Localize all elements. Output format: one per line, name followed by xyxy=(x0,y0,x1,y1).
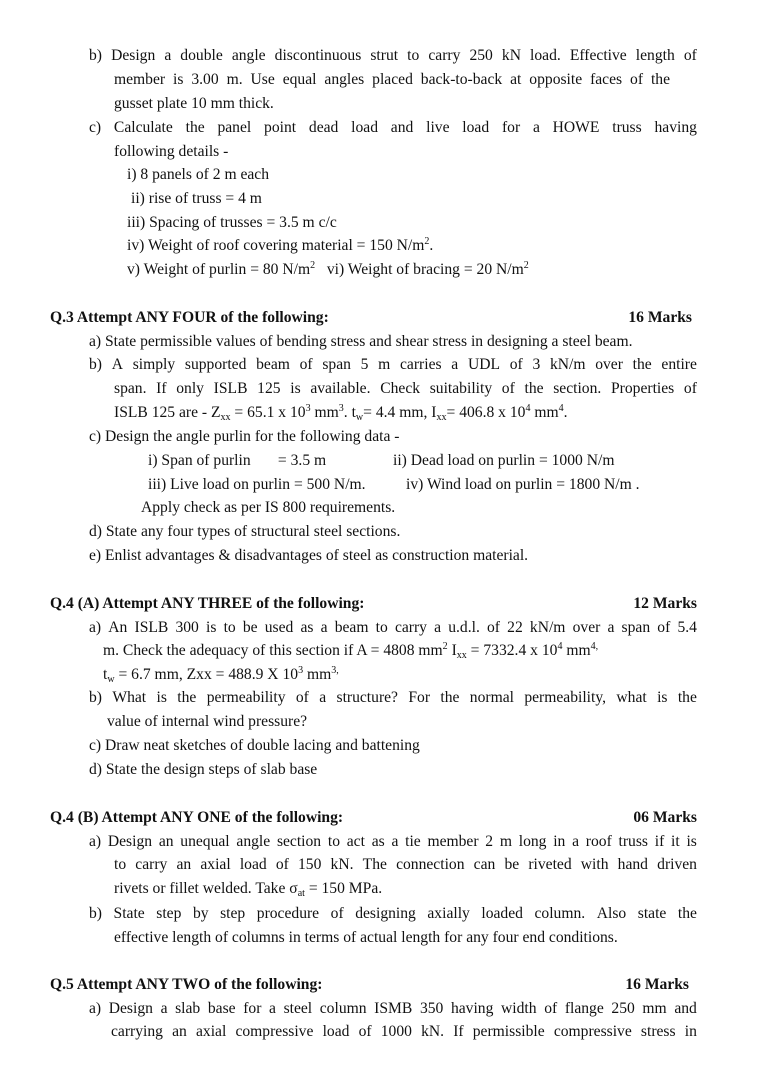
q4a-header xyxy=(50,596,697,612)
q2c-line-2: following details - xyxy=(114,143,229,160)
q2c-item-iv: iv) Weight of roof covering material = 150 $N/m^2$. xyxy=(127,236,434,254)
q3c-apply: Apply check as per IS 800 requirements. xyxy=(141,499,396,516)
q4b-b-line-1: b) State step by step procedure of designing axially loaded column. Also state the xyxy=(89,905,697,922)
q2b-line-1: b) Design a double angle discontinuous strut to carry 250 kN load. Effective length of xyxy=(89,47,697,64)
q3e: e) Enlist advantages & disadvantages of steel as construction material. xyxy=(89,547,529,564)
q5a-line-1: a) Design a slab base for a steel column ISMB 350 having width of flange 250 mm and xyxy=(89,1000,697,1017)
q4b-a-line-3: rivets or fillet welded. Take $\sigma_{at} = 150$ MPa. xyxy=(114,880,383,899)
q3b-line-2: span. If only ISLB 125 is available. Check suitability of the section. Properties of xyxy=(114,380,697,397)
q4b-marks: 06 Marks xyxy=(633,809,697,826)
q2b-line-3: gusset plate 10 mm thick. xyxy=(114,95,274,112)
q2c-item-i: i) 8 panels of 2 m each xyxy=(127,166,270,183)
q3-marks: 16 Marks xyxy=(628,309,692,326)
q4a-d: d) State the design steps of slab base xyxy=(89,761,318,778)
q4b-b-line-2: effective length of columns in terms of actual length for any four end conditions. xyxy=(114,929,618,946)
q3c-iv: iv) Wind load on purlin = 1800 N/m . xyxy=(406,476,640,493)
q3d: d) State any four types of structural steel sections. xyxy=(89,523,401,540)
q5-title: Q.5 Attempt ANY TWO of the following: xyxy=(50,976,323,993)
q2c-line-1: c) Calculate the panel point dead load and live load for a HOWE truss having xyxy=(89,119,697,136)
q2c-item-ii: ii) rise of truss = 4 m xyxy=(131,190,262,207)
q4a-marks: 12 Marks xyxy=(633,595,697,612)
q4b-a-line-2: to carry an axial load of 150 kN. The connection can be riveted with hand driven xyxy=(114,856,697,873)
q5-marks: 16 Marks xyxy=(625,976,689,993)
q3b-line-3: ISLB 125 are - $Z_{xx} = 65.1$ x $10^3$ $mm^3$. $t_w= 4.4$ mm, $I_{xx}= 406.8$ x $10^4$ $mm^4$. xyxy=(114,403,568,423)
q4a-a-line-3: $t_w = 6.7$ mm, Zxx = 488.9 X $10^3$ $mm^{3,}$ xyxy=(103,665,339,685)
q4a-a-line-2: m. Check the adequacy of this section if A = 4808 $mm^2$ $I_{xx} = 7332.4$ x $10^4$ $mm^{4,}$ xyxy=(103,641,599,661)
q4b-a-line-1: a) Design an unequal angle section to act as a tie member 2 m long in a roof truss if it is xyxy=(89,833,697,850)
q4a-b-line-2: value of internal wind pressure? xyxy=(107,713,308,730)
q3-title: Q.3 Attempt ANY FOUR of the following: xyxy=(50,309,329,326)
q2c-item-v-vi: v) Weight of purlin = 80 $N/m^2$ vi) Weight of bracing = 20 $N/m^2$ xyxy=(127,260,529,278)
q4a-c: c) Draw neat sketches of double lacing and battening xyxy=(89,737,420,754)
q3c-i: i) Span of purlin = 3.5 m xyxy=(148,452,327,469)
q3c-ii: ii) Dead load on purlin = 1000 N/m xyxy=(393,452,615,469)
q4a-a-line-1: a) An ISLB 300 is to be used as a beam to carry a u.d.l. of 22 kN/m over a span of 5.4 xyxy=(89,619,697,636)
q3c-iii: iii) Live load on purlin = 500 N/m. xyxy=(148,476,366,493)
q3c-line-1: c) Design the angle purlin for the following data - xyxy=(89,428,400,445)
q5a-line-2: carrying an axial compressive load of 1000 kN. If permissible compressive stress in xyxy=(111,1023,697,1040)
q4a-b-line-1: b) What is the permeability of a structure? For the normal permeability, what is the xyxy=(89,689,697,706)
q5-header xyxy=(50,977,689,993)
q4b-header xyxy=(50,810,697,826)
q4a-title: Q.4 (A) Attempt ANY THREE of the following: xyxy=(50,595,365,612)
q3-header xyxy=(50,310,692,326)
q4b-title: Q.4 (B) Attempt ANY ONE of the following: xyxy=(50,809,344,826)
q2c-item-iii: iii) Spacing of trusses = 3.5 m c/c xyxy=(127,214,337,231)
q2b-line-2: member is 3.00 m. Use equal angles placed back-to-back at opposite faces of the xyxy=(114,71,670,88)
q3b-line-1: b) A simply supported beam of span 5 m carries a UDL of 3 kN/m over the entire xyxy=(89,356,697,373)
q3a: a) State permissible values of bending stress and shear stress in designing a steel beam. xyxy=(89,333,633,350)
